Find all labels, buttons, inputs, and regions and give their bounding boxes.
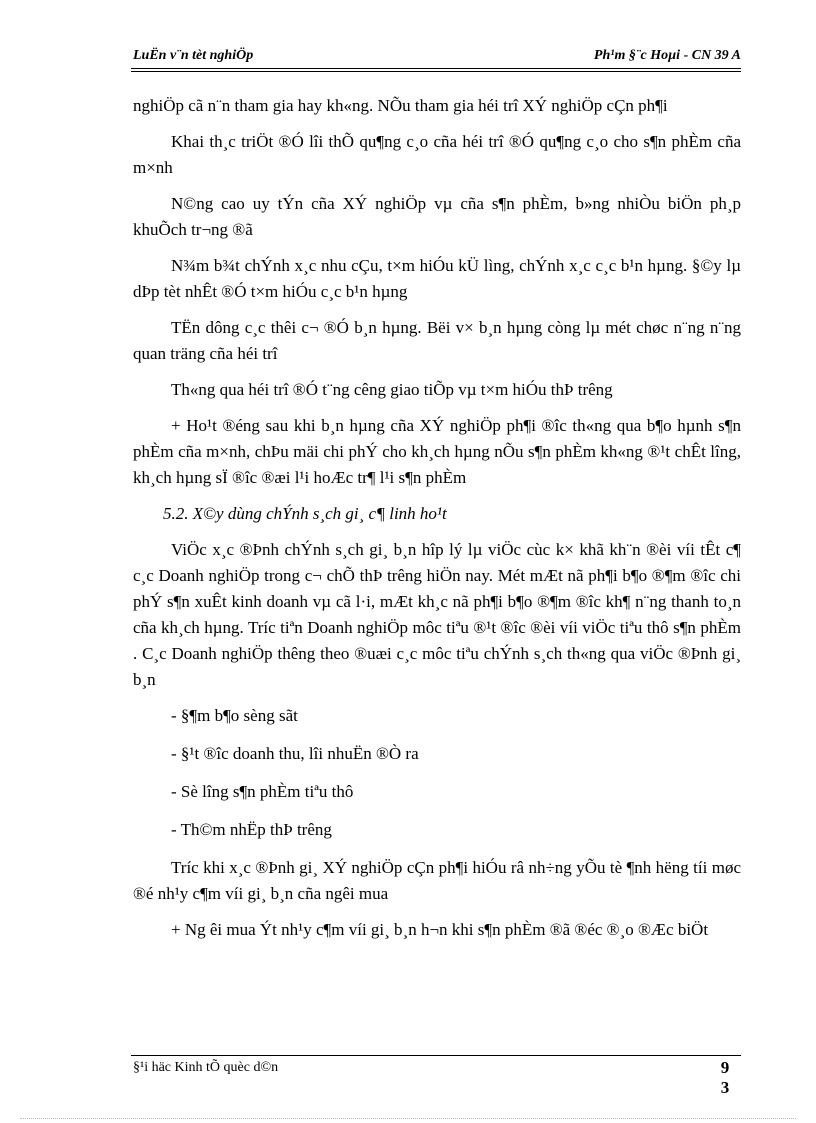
section-heading: 5.2. X©y dùng chÝnh s¸ch gi¸ c¶ linh ho¹t [163, 504, 447, 523]
header-rule-double [131, 71, 741, 72]
paragraph: ViÖc x¸c ®Þnh chÝnh s¸ch gi¸ b¸n hîp lý lµ viÖc cùc k× khã kh¨n ®èi víi tÊt c¶ c¸c Doanh nghiÖp trong c¬ chÕ thÞ trêng hiÖn nay. Mét mÆt nã ph¶i b¶o ®¶m ®îc chi phÝ s¶n xuÊt kinh doanh vµ cã l·i, mÆt kh¸c nã ph¶i b¶o ®¶m ®îc kh¶ n¨ng thanh to¸n cña kh¸ch hµng. Tríc tiªn Doanh nghiÖp môc tiªu ®¹t ®îc ®èi víi viÖc tiªu thô s¶n phÈm . C¸c Doanh nghiÖp thêng theo ®uæi c¸c môc tiªu chÝnh s¸ch th«ng qua viÖc ®Þnh gi¸ b¸n [133, 540, 741, 689]
paragraph: Tríc khi x¸c ®Þnh gi¸ XÝ nghiÖp cÇn ph¶i hiÓu râ nh÷ng yÕu tè ¶nh hëng tíi møc ®é nh¹y c¶m víi gi¸ b¸n cña ngêi mua [133, 858, 741, 903]
list-item: - §¶m b¶o sèng sãt [171, 706, 298, 725]
paragraph: + Ng êi mua Ýt nh¹y c¶m víi gi¸ b¸n h¬n khi s¶n phÈm ®ã ®éc ®¸o ®Æc biÖt [171, 920, 709, 939]
list-item: - §¹t ®îc doanh thu, lîi nhuËn ®Ò ra [171, 744, 419, 763]
header-right-author: Ph¹m §¨c Hoµi - CN 39 A [593, 48, 741, 63]
header-left-title: LuËn v¨n tèt nghiÖp [133, 48, 254, 63]
footer-rule [131, 1055, 741, 1056]
paragraph: Khai th¸c triÖt ®Ó lîi thÕ qu¶ng c¸o cña héi trî ®Ó qu¶ng c¸o cho s¶n phÈm cña m×nh [133, 132, 741, 177]
footer-institution: §¹i häc Kinh tÕ quèc d©n [133, 1060, 279, 1075]
page-number-digit: 9 [720, 1058, 730, 1077]
list-item: - Th©m nhËp thÞ trêng [171, 820, 332, 839]
page-body [133, 93, 741, 953]
list-item: - Sè lîng s¶n phÈm tiªu thô [171, 782, 354, 801]
paragraph: N©ng cao uy tÝn cña XÝ nghiÖp vµ cña s¶n phÈm, b»ng nhiÒu biÖn ph¸p khuÕch tr¬ng ®ã [133, 194, 741, 239]
page-bottom-dotted-border [20, 1118, 796, 1119]
paragraph: Th«ng qua héi trî ®Ó t¨ng cêng giao tiÕp vµ t×m hiÓu thÞ trêng [171, 380, 613, 399]
page-number-digit: 3 [720, 1078, 730, 1097]
paragraph: TËn dông c¸c thêi c¬ ®Ó b¸n hµng. Bëi v× b¸n hµng còng lµ mét chøc n¨ng n¨ng quan träng cña héi trî [133, 318, 741, 363]
page-number [718, 1058, 732, 1098]
paragraph: nghiÖp cã n¨n tham gia hay kh«ng. NÕu tham gia héi trî XÝ nghiÖp cÇn ph¶i [133, 96, 668, 115]
paragraph: + Ho¹t ®éng sau khi b¸n hµng cña XÝ nghiÖp ph¶i ®îc th«ng qua b¶o hµnh s¶n phÈm cña m×nh, chÞu mäi chi phÝ cho kh¸ch hµng nÕu s¶n phÈm kh«ng ®¹t chÊt lîng, kh¸ch hµng sÏ ®îc ®æi l¹i hoÆc tr¶ l¹i s¶n phÈm [133, 416, 741, 487]
header-rule [131, 68, 741, 69]
paragraph: N¾m b¾t chÝnh x¸c nhu cÇu, t×m hiÓu kÜ lìng, chÝnh x¸c c¸c b¹n hµng. §©y lµ dÞp tèt nhÊt ®Ó t×m hiÓu c¸c b¹n hµng [133, 256, 741, 301]
